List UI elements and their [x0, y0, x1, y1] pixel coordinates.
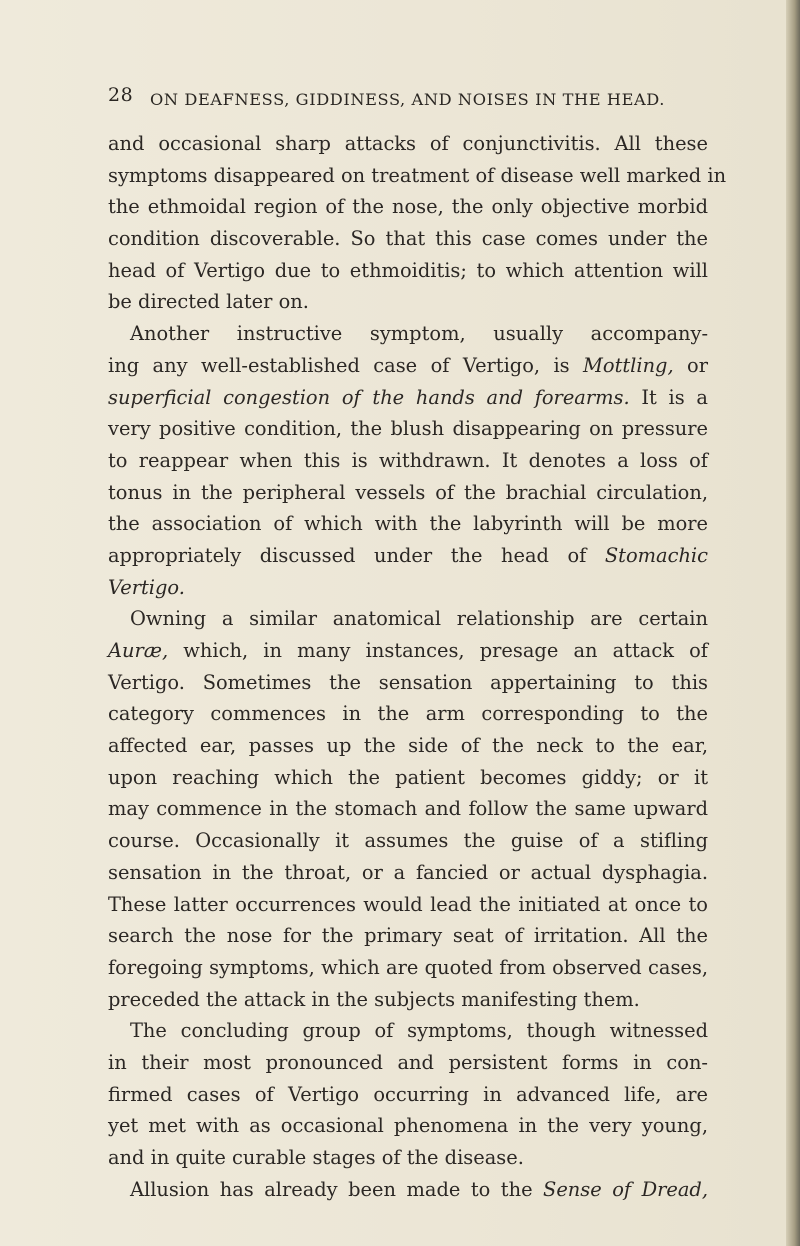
text-line: in their most pronounced and persistent forms in con- — [108, 1050, 708, 1074]
body-text — [108, 128, 727, 1205]
text-line: to reappear when this is withdrawn. It denotes a loss of — [108, 448, 708, 472]
text-line: preceded the attack in the subjects manifesting them. — [108, 987, 640, 1011]
text-line: condition discoverable. So that this case comes under the — [108, 227, 708, 251]
text-line: course. Occasionally it assumes the guise of a stifling — [108, 829, 708, 853]
text-line: symptoms disappeared on treatment of disease well marked in — [108, 163, 727, 187]
text-line: superficial congestion of the hands and forearms. It is a — [108, 385, 708, 409]
text-line: very positive condition, the blush disappearing on pressure — [108, 417, 708, 441]
text-line: The concluding group of symptoms, though witnessed — [130, 1019, 708, 1043]
text-line: the association of which with the labyrinth will be more — [108, 512, 708, 536]
text-line: and in quite curable stages of the disease. — [108, 1146, 524, 1169]
text-line: and occasional sharp attacks of conjunctivitis. All these — [108, 132, 708, 155]
text-line: foregoing symptoms, which are quoted from observed cases, — [108, 955, 708, 979]
text-line: Vertigo. Sometimes the sensation appertaining to this — [108, 670, 708, 694]
text-line: be directed later on. — [108, 290, 309, 314]
text-line: affected ear, passes up the side of the neck to the ear, — [108, 734, 708, 758]
text-line: firmed cases of Vertigo occurring in advanced life, are — [108, 1082, 708, 1106]
running-title: ON DEAFNESS, GIDDINESS, AND NOISES IN THE HEAD. — [150, 90, 666, 109]
text-line: Owning a similar anatomical relationship are certain — [130, 607, 708, 631]
text-line: upon reaching which the patient becomes giddy; or it — [108, 765, 708, 789]
page-edge — [786, 0, 800, 1246]
text-line: tonus in the peripheral vessels of the brachial circulation, — [108, 480, 708, 504]
text-line: Another instructive symptom, usually accompany- — [130, 322, 708, 346]
page-number: 28 — [108, 84, 134, 106]
text-line: Vertigo. — [108, 575, 185, 599]
text-line: ing any well-established case of Vertigo, is Mottling, or — [108, 353, 709, 377]
text-line: Allusion has already been made to the Sense of Dread, — [130, 1177, 708, 1201]
text-line: Auræ, which, in many instances, presage an attack of — [108, 639, 708, 662]
text-line: yet met with as occasional phenomena in the very young, — [108, 1114, 708, 1138]
text-line: the ethmoidal region of the nose, the only objective morbid — [108, 195, 708, 219]
text-line: head of Vertigo due to ethmoiditis; to which attention will — [108, 258, 708, 282]
text-line: search the nose for the primary seat of irritation. All the — [108, 924, 708, 948]
text-line: appropriately discussed under the head of Stomachic — [108, 543, 708, 567]
page-header — [108, 78, 668, 118]
text-line: These latter occurrences would lead the initiated at once to — [108, 892, 708, 916]
text-line: category commences in the arm corresponding to the — [108, 702, 708, 726]
text-line: may commence in the stomach and follow the same upward — [108, 797, 708, 821]
text-line: sensation in the throat, or a fancied or actual dysphagia. — [108, 860, 708, 884]
